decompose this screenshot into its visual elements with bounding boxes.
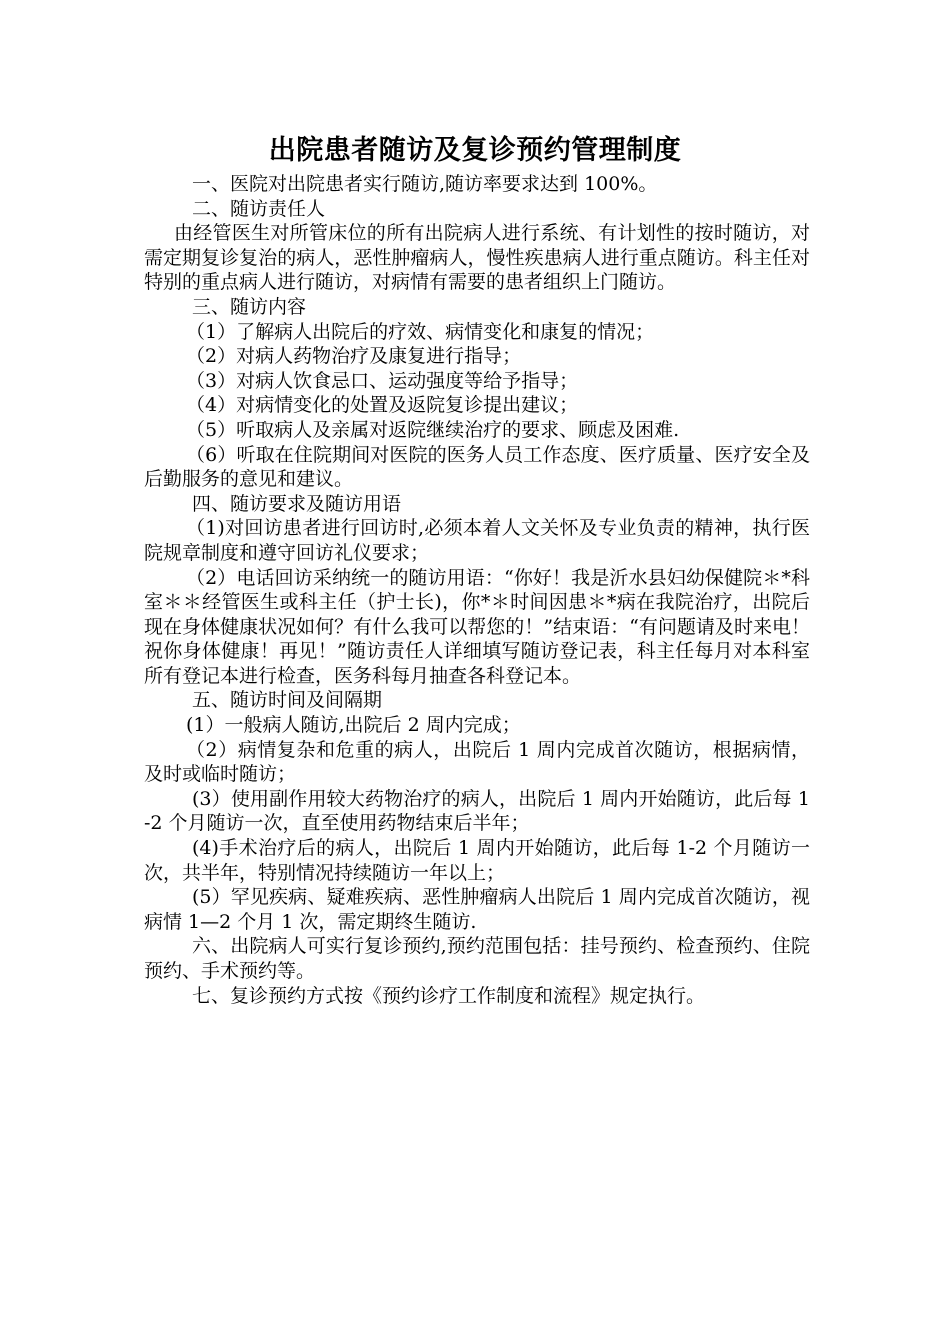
section-3-item-4: （4）对病情变化的处置及返院复诊提出建议； xyxy=(186,394,579,417)
section-1-text: 一、医院对出院患者实行随访,随访率要求达到 100%。 xyxy=(192,173,658,195)
document-body xyxy=(144,172,810,1008)
section-7-text: 七、复诊预约方式按《预约诊疗工作制度和流程》规定执行。 xyxy=(192,984,706,1007)
section-6-text: 六、出院病人可实行复诊预约,预约范围包括：挂号预约、检查预约、住院预约、手术预约等。 xyxy=(144,935,810,982)
section-3-item-1: （1）了解病人出院后的疗效、病情变化和康复的情况； xyxy=(186,320,655,343)
section-4-item-1: （1)对回访患者进行回访时,必须本着人文关怀及专业负责的精神，执行医院规章制度和遵守回访礼仪要求； xyxy=(144,517,810,564)
section-5-item-4: (4)手术治疗后的病人，出院后 1 周内开始随访，此后每 1-2 个月随访一次，共半年，特别情况持续随访一年以上； xyxy=(144,837,810,884)
section-3-item-3: （3）对病人饮食忌口、运动强度等给予指导； xyxy=(186,369,579,392)
section-4-item-2: （2）电话回访采纳统一的随访用语：“你好！我是沂水县妇幼保健院＊*科室＊＊经管医生或科主任（护士长)，你*＊时间因患＊*病在我院治疗，出院后现在身体健康状况如何？有什么我可以帮您的！”结束语：“有问题请及时来电！祝你身体健康！再见！”随访责任人详细填写随访登记表，科主任每月对本科室所有登记本进行检查，医务科每月抽查各科登记本。 xyxy=(144,566,810,687)
section-5-heading: 五、随访时间及间隔期 xyxy=(192,689,383,712)
section-3-heading: 三、随访内容 xyxy=(192,295,307,318)
section-3-item-6: （6）听取在住院期间对医院的医务人员工作态度、医疗质量、医疗安全及后勤服务的意见和建议。 xyxy=(144,443,810,491)
section-3-item-5: （5）听取病人及亲属对返院继续治疗的要求、顾虑及困难. xyxy=(186,418,680,441)
section-5-item-5: (5）罕见疾病、疑难疾病、恶性肿瘤病人出院后 1 周内完成首次随访，视病情 1—2 个月 1 次，需定期终生随访. xyxy=(144,886,810,933)
section-2-text: 由经管医生对所管床位的所有出院病人进行系统、有计划性的按时随访，对需定期复诊复治的病人，恶性肿瘤病人，慢性疾患病人进行重点随访。科主任对特别的重点病人进行随访，对病情有需要的患者组织上门随访。 xyxy=(144,222,810,294)
section-4-heading: 四、随访要求及随访用语 xyxy=(192,492,402,515)
section-5-item-3: (3）使用副作用较大药物治疗的病人，出院后 1 周内开始随访，此后每 1-2 个月随访一次，直至使用药物结束后半年； xyxy=(144,787,810,835)
section-5-item-1: (1）一般病人随访,出院后 2 周内完成； xyxy=(186,714,521,737)
document-title: 出院患者随访及复诊预约管理制度 xyxy=(268,135,682,166)
section-2-heading: 二、随访责任人 xyxy=(192,197,326,220)
section-5-item-2: （2）病情复杂和危重的病人，出院后 1 周内完成首次随访，根据病情，及时或临时随访； xyxy=(144,738,810,786)
section-3-item-2: （2）对病人药物治疗及康复进行指导； xyxy=(186,345,522,368)
